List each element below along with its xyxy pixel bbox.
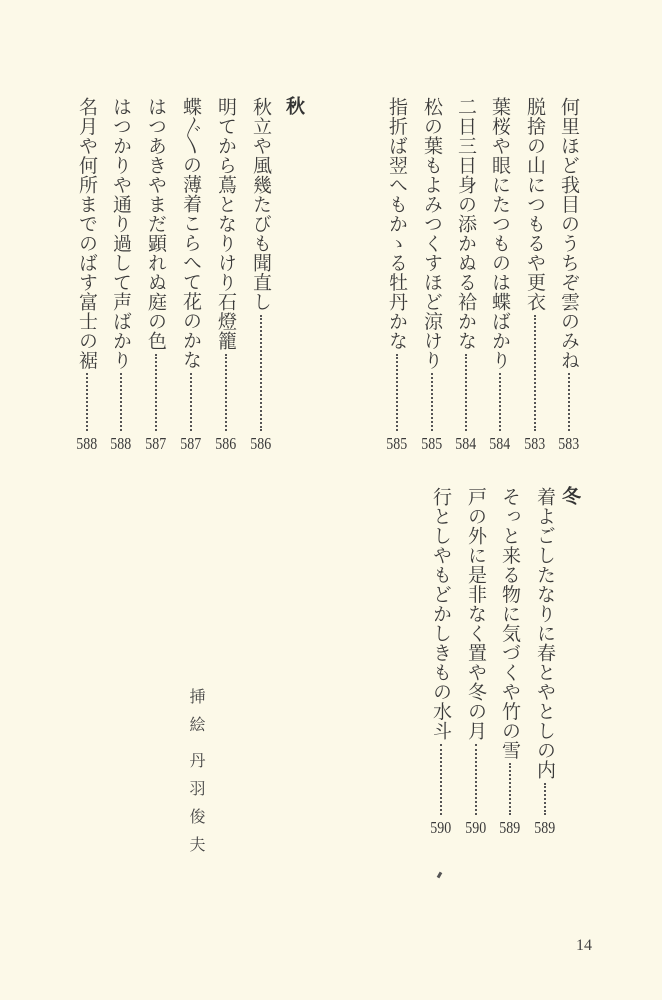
toc-entry: [557, 97, 581, 453]
haiku-title: 戸の外に是非なく置や冬の月: [465, 487, 487, 741]
page-number: 14: [576, 937, 592, 954]
entry-page-number: 586: [250, 434, 272, 453]
haiku-title: 指折ば翌へもかゝる牡丹かな: [386, 97, 408, 351]
entry-page-number: 589: [534, 818, 556, 837]
entry-page-number: 587: [145, 434, 167, 453]
dot-leader: [260, 315, 262, 432]
dot-leader: [509, 763, 511, 815]
dot-leader: [190, 373, 192, 432]
entry-page-number: 586: [215, 434, 237, 453]
entry-page-number: 587: [180, 434, 202, 453]
dot-leader: [120, 373, 122, 431]
section-heading-autumn: 秋: [283, 96, 305, 115]
dot-leader: [155, 354, 157, 432]
entry-page-number: 589: [499, 818, 521, 837]
dot-leader: [499, 373, 501, 431]
entry-page-number: 590: [430, 818, 452, 837]
haiku-title: 行としやもどかしきもの水斗: [430, 487, 452, 741]
haiku-title: 二日三日身の添かぬる袷かな: [455, 97, 477, 351]
entry-page-number: 585: [421, 434, 443, 453]
toc-entry: [214, 97, 238, 453]
entry-page-number: 588: [76, 434, 98, 453]
haiku-title: 蝶〴〵の薄着こらへて花のかな: [180, 97, 202, 370]
dot-leader: [431, 373, 433, 431]
haiku-title: 名月や何所までのばす富士の裾: [76, 97, 98, 370]
haiku-title: 秋立や風幾たびも聞直し: [250, 97, 272, 312]
illustrator-given-name: 俊夫: [187, 808, 206, 864]
haiku-title: 松の葉もよみつくすほど涼けり: [421, 97, 443, 370]
dot-leader: [396, 354, 398, 432]
section-heading-winter: 冬: [559, 486, 581, 505]
entry-page-number: 590: [465, 818, 487, 837]
haiku-title: そっと来る物に気づくや竹の雪: [499, 487, 521, 760]
dot-leader: [568, 373, 570, 431]
entry-page-number: 583: [558, 434, 580, 453]
toc-entry: [429, 487, 453, 837]
dot-leader: [440, 744, 442, 816]
haiku-title: はつかりや通り過して声ばかり: [110, 97, 132, 370]
toc-entry: [523, 97, 547, 453]
dot-leader: [465, 354, 467, 432]
toc-entry: [420, 97, 444, 453]
toc-entry: [385, 97, 409, 453]
toc-entry: [144, 97, 168, 453]
toc-entry: [454, 97, 478, 453]
toc-entry: [75, 97, 99, 453]
toc-entry: [498, 487, 522, 837]
entry-page-number: 588: [110, 434, 132, 453]
toc-entry: [488, 97, 512, 453]
haiku-title: 明てから蔦となりけり石燈籠: [215, 97, 237, 351]
illustrator-surname: 丹羽: [187, 752, 206, 808]
toc-entry: [464, 487, 488, 837]
dot-leader: [86, 373, 88, 431]
print-mark: [437, 872, 443, 879]
toc-entry: [533, 487, 557, 837]
entry-page-number: 585: [386, 434, 408, 453]
haiku-title: はつあきやまだ顕れぬ庭の色: [145, 97, 167, 351]
dot-leader: [225, 354, 227, 432]
entry-page-number: 584: [489, 434, 511, 453]
illustration-label: 挿絵: [187, 688, 206, 744]
entry-page-number: 583: [524, 434, 546, 453]
dot-leader: [534, 315, 536, 432]
dot-leader: [544, 783, 546, 816]
toc-entry: [179, 97, 203, 453]
haiku-title: 葉桜や眼にたつものは蝶ばかり: [489, 97, 511, 370]
toc-entry: [249, 97, 273, 453]
haiku-title: 着よごしたなりに春とやとしの内: [534, 487, 556, 780]
haiku-title: 脱捨の山につもるや更衣: [524, 97, 546, 312]
entry-page-number: 584: [455, 434, 477, 453]
dot-leader: [475, 744, 477, 816]
toc-entry: [109, 97, 133, 453]
haiku-title: 何里ほど我目のうちぞ雲のみね: [558, 97, 580, 370]
